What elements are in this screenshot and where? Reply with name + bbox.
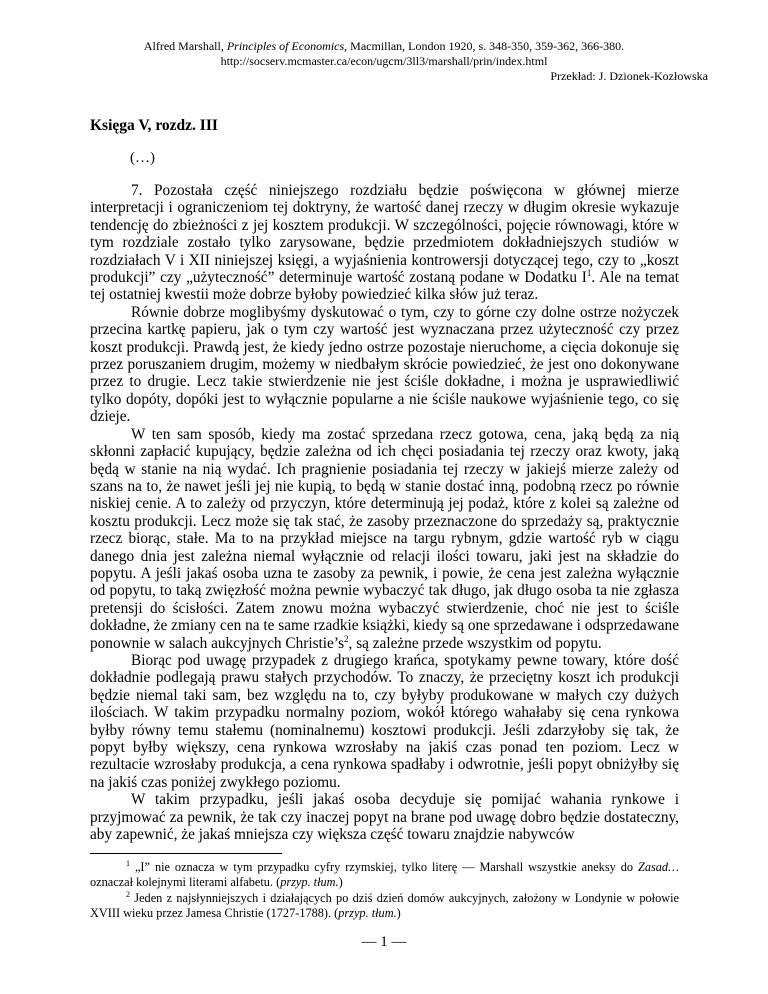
footnote-1: $^1$ „I” nie oznacza w tym przypadku cyfry rzymskiej, tylko literę — Marshall wszystkie aneksy do Zasad… oznaczał kolejnymi literami alfabetu. (przyp. tłum.) xyxy=(90,858,679,889)
translator-credit: Przekład: J. Dzionek-Kozłowska xyxy=(550,69,708,83)
paragraph-finished-goods: W ten sam sposób, kiedy ma zostać sprzedana rzecz gotowa, cena, jaką będą za nią skłonni zapłacić kupujący, będzie zależna od ich chęci posiadania tej rzeczy oraz kwoty, jaką będą w stanie na nią wydać. Ich pragnienie posiadania tej rzeczy w jakiejś mierze zależy od szans na to, że nawet jeśli jej nie kupią, to będą w stanie dostać inną, podobną rzecz po równie niskiej cenie. A to zależy od przyczyn, które determinują jej podaż, które z kolei są zależne od kosztu produkcji. Lecz może się tak stać, że zasoby przeznaczone do sprzedaży są, praktycznie rzecz biorąc, stałe. Ma to na przykład miejsce na targu rybnym, gdzie wartość ryb w ciągu danego dnia jest zależna niemal wyłącznie od relacji ilości towaru, jaki jest na składzie do popytu. A jeśli jakaś osoba uzna te zasoby za pewnik, i powie, że cena jest zależna wyłącznie od popytu, to taką zwięzłość można pewnie wybaczyć tak długo, jak długo osoba ta nie zgłasza pretensji do ścisłości. Zatem znowu można wybaczyć stwierdzenie, choć nie jest to ściśle dokładne, że zmiany cen na te same rzadkie książki, kiedy są one sprzedawane i odsprzedawane ponownie w salach aukcyjnych $Christie’s^2$, są zależne przede wszystkim od popytu. xyxy=(90,425,679,652)
source-url[interactable]: http://socserv.mcmaster.ca/econ/ugcm/3ll3/marshall/prin/index.html xyxy=(220,54,548,68)
footnote-separator xyxy=(90,853,282,854)
footnote-2: $^2$ Jeden z najsłynniejszych i działających po dziś dzień domów aukcyjnych, założony w Londynie w połowie XVIII wieku przez Jamesa Christie (1727-1788). (przyp. tłum.) xyxy=(90,889,679,920)
book-title: Principles of Economics xyxy=(226,39,345,53)
paragraph-7: 7. Pozostała część niniejszego rozdziału będzie poświęcona w głównej mierze interpretacji i ograniczeniom tej doktryny, że wartość danej rzeczy w długim okresie wykazuje tendencję do zbieżności z jej kosztem produkcji. W szczególności, pojęcie równowagi, które w tym rozdziale zostało tylko zarysowane, będzie przedmiotem dokładniejszych studiów w rozdziałach V i XII niniejszej księgi, a wyjaśnienia kontrowersji dotyczącej tego, czy to „koszt produkcji” czy „użyteczność” determinuje wartość zostaną podane w Dodatku $I^1$. Ale na temat tej ostatniej kwestii może dobrze byłoby powiedzieć kilka słów już teraz. xyxy=(90,182,679,304)
omission-mark: (…) xyxy=(130,150,155,166)
body-text xyxy=(90,182,679,843)
paragraph-constant-returns: Biorąc pod uwagę przypadek z drugiego krańca, spotykamy pewne towary, które dość dokładnie podlegają prawu stałych przychodów. To znaczy, że przeciętny koszt ich produkcji będzie niemal taki sam, bez względu na to, czy byłyby produkowane w małych czy dużych ilościach. W takim przypadku normalny poziom, wokół którego wahałaby się cena rynkowa byłby równy temu stałemu (nominalnemu) kosztowi produkcji. Jeśli zdarzyłoby się tak, że popyt byłby większy, cena rynkowa wzrosłaby na jakiś czas ponad ten poziom. Lecz w rezultacie wzrosłaby produkcja, a cena rynkowa spadłaby i odwrotnie, jeśli popyt obniżyłby się na jakiś czas poniżej zwykłego poziomu. xyxy=(90,651,679,791)
section-title: Księga V, rozdz. III xyxy=(90,117,218,134)
paragraph-scissors: Równie dobrze moglibyśmy dyskutować o tym, czy to górne czy dolne ostrze nożyczek przecina kartkę papieru, jak o tym czy wartość jest wyznaczana przez użyteczność czy przez koszt produkcji. Prawdą jest, że kiedy jedno ostrze pozostaje nieruchome, a cięcia dokonuje się przez poruszaniem drugim, możemy w niedbałym skrócie powiedzieć, że jest ono dokonywane przez to drugie. Lecz takie stwierdzenie nie jest ściśle dokładne, i można je usprawiedliwić tylko dopóty, dopóki jest to wyłącznie popularne a nie ściśle naukowe wyjaśnienie tego, co się dzieje. xyxy=(90,303,679,426)
page-header xyxy=(60,39,708,84)
footnote-ref-2[interactable]: 2 xyxy=(344,633,349,644)
footnote-ref-1[interactable]: 1 xyxy=(586,267,592,278)
citation-line: Alfred Marshall, Principles of Economics, Macmillan, London 1920, s. 348-350, 359-362, 366-380. xyxy=(143,39,625,53)
paragraph-market-fluctuations: W takim przypadku, jeśli jakaś osoba decyduje się pomijać wahania rynkowe i przyjmować za pewnik, że tak czy inaczej popyt na brane pod uwagę dobro będzie dostateczny, aby zapewnić, że jakaś mniejsza czy większa część towaru znajdzie nabywców xyxy=(90,791,679,844)
footnotes xyxy=(90,860,679,922)
page-number: — 1 — xyxy=(361,934,407,950)
